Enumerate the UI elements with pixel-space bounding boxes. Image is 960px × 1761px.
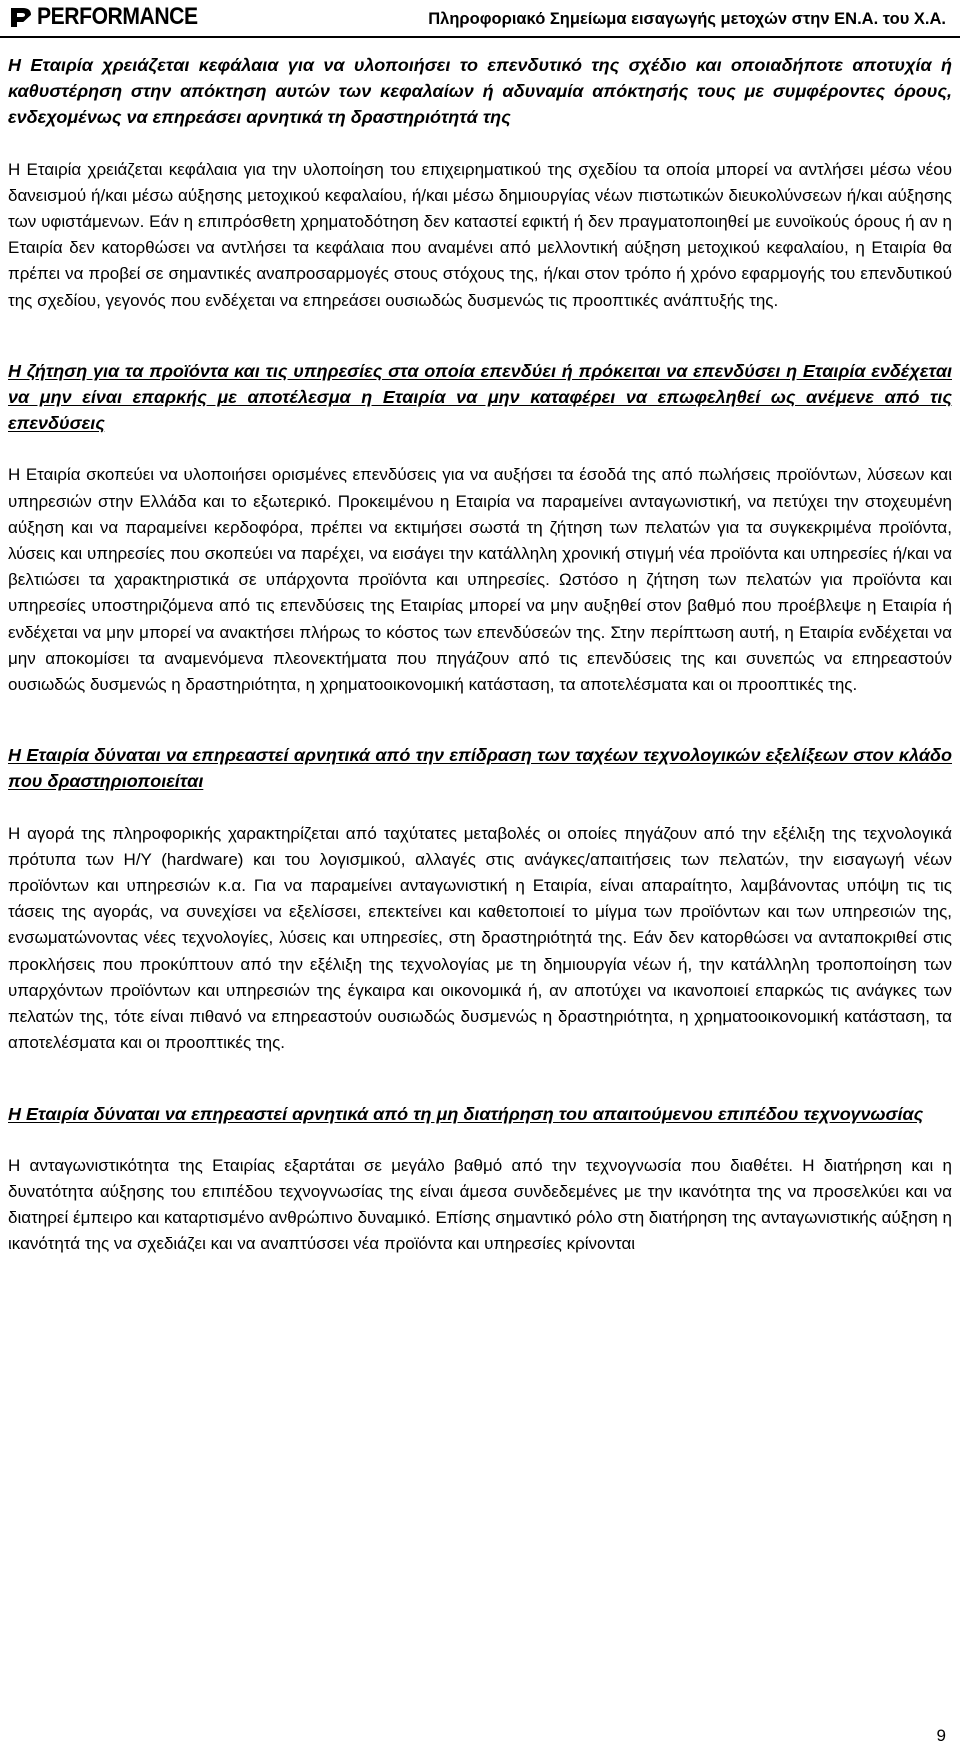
- section-paragraph: Η Εταιρία σκοπεύει να υλοποιήσει ορισμένες επενδύσεις για να αυξήσει τα έσοδά της από πωλήσεις προϊόντων, λύσεων και υπηρεσιών στην Ελλάδα και το εξωτερικό. Προκειμένου η Εταιρία να παραμείνει ανταγωνιστική, να πετύχει την στοχευμένη αύξηση και να παραμείνει κερδοφόρα, πρέπει να εκτιμήσει σωστά τη ζήτηση των πελατών για τα συγκεκριμένα προϊόντα, λύσεις και υπηρεσίες που σκοπεύει να παρέχει, να εισάγει την κατάλληλη χρονική στιγμή νέα προϊόντα και υπηρεσίες ή/και να βελτιώσει τα χαρακτηριστικά σε υπάρχοντα προϊόντα και υπηρεσίες. Ωστόσο η ζήτηση των πελατών για προϊόντα και υπηρεσίες υποστηριζόμενα από τις επενδύσεις της Εταιρίας μπορεί να μην αυξηθεί στον βαθμό που προέβλεψε η Εταιρία ή ενδέχεται να μην μπορεί να ανακτήσει πλήρως το κόστος των επενδύσεών της. Στην περίπτωση αυτή, η Εταιρία ενδέχεται να μην αποκομίσει τα αναμενόμενα πλεονεκτήματα που πηγάζουν από τις επενδύσεις της και συνεπώς να επηρεαστούν ουσιωδώς δυσμενώς η δραστηριότητα, η χρηματοοικονομική κατάσταση, τα αποτελέσματα και οι προοπτικές της.: [8, 465, 952, 695]
- header-divider: [0, 36, 960, 38]
- risk-section-demand: [8, 358, 952, 698]
- risk-section-know-how: [8, 1101, 952, 1258]
- risk-section-technology: [8, 742, 952, 1056]
- document-title: Πληροφοριακό Σημείωμα εισαγωγής μετοχών στην ΕΝ.Α. του Χ.Α.: [428, 10, 946, 28]
- company-logo: [8, 2, 220, 32]
- performance-logo-mark-icon: [8, 4, 34, 30]
- page-number: 9: [936, 1726, 946, 1745]
- section-paragraph: Η αγορά της πληροφορικής χαρακτηρίζεται από ταχύτατες μεταβολές οι οποίες πηγάζουν από την εξέλιξη της τεχνολογικά πρότυπα των Η/Υ (hardware) και του λογισμικού, αλλαγές στις ανάγκες/απαιτήσεις των πελατών, την εισαγωγή νέων προϊόντων και υπηρεσιών κ.α. Για να παραμείνει ανταγωνιστική η Εταιρία, είναι απαραίτητο, λαμβάνοντας υπόψη τις τις τάσεις της αγοράς, να συνεχίσει να εξελίσσει, επεκτείνει και καθετοποιεί το μίγμα των προϊόντων και των υπηρεσιών της, ενσωματώνοντας νέες τεχνολογίες, λύσεις και υπηρεσίες, στη δραστηριότητά της. Εάν δεν κατορθώσει να ανταποκριθεί στις προκλήσεις που προκύπτουν από την εξέλιξη της τεχνολογίας με τη δημιουργία νέων ή, την κατάλληλη τροποποίηση των υπαρχόντων προϊόντων και υπηρεσιών της έγκαιρα και οικονομικά ή, αν αποτύχει να ικανοποιεί επαρκώς τις ανάγκες των πελατών της, τότε είναι πιθανό να επηρεαστούν ουσιωδώς δυσμενώς η δραστηριότητα, η χρηματοοικονομική κατάσταση, τα αποτελέσματα και οι προοπτικές της.: [8, 823, 952, 1053]
- section-heading: Η Εταιρία χρειάζεται κεφάλαια για να υλοποιήσει το επενδυτικό της σχέδιο και οποιαδήποτε αποτυχία ή καθυστέρηση στην απόκτηση αυτών των κεφαλαίων ή αδυναμία απόκτησής τους με συμφέροντες όρους, ενδεχομένως να επηρεάσει αρνητικά τη δραστηριότητά της: [8, 55, 952, 128]
- section-paragraph: Η Εταιρία χρειάζεται κεφάλαια για την υλοποίηση του επιχειρηματικού της σχεδίου τα οποία μπορεί να αντλήσει μέσω νέου δανεισμού ή/και μέσω αύξησης μετοχικού κεφαλαίου, ή/και μέσω δημιουργίας νέων πιστωτικών διευκολύνσεων ή/και αύξησης των υφιστάμενων. Εάν η επιπρόσθετη χρηματοδότηση δεν καταστεί εφικτή ή δεν πραγματοποιηθεί με ευνοϊκούς όρους ή αν η Εταιρία δεν κατορθώσει να αντλήσει τα κεφάλαια που αναμένει από μελλοντική αύξηση μετοχικού κεφαλαίου, η Εταιρία θα πρέπει να προβεί σε σημαντικές αναπροσαρμογές στους στόχους της, ή/και στον τρόπο ή χρόνο εφαρμογής του επενδυτικού της σχεδίου, γεγονός που ενδέχεται να επηρεάσει ουσιωδώς δυσμενώς τις προοπτικές ανάπτυξής της.: [8, 159, 952, 310]
- page-header: [0, 0, 960, 38]
- section-heading: Η ζήτηση για τα προϊόντα και τις υπηρεσίες στα οποία επενδύει ή πρόκειται να επενδύσει η Εταιρία ενδέχεται να μην είναι επαρκής με αποτέλεσμα η Εταιρία να μην καταφέρει να επωφεληθεί ως ανέμενε από τις επενδύσεις: [8, 360, 952, 434]
- section-paragraph: Η ανταγωνιστικότητα της Εταιρίας εξαρτάται σε μεγάλο βαθμό από την τεχνογνωσία που διαθέτει. Η διατήρηση και η δυνατότητα αύξησης του επιπέδου τεχνογνωσίας της είναι άμεσα συνδεδεμένες με την ικανότητα της να προσελκύει και να διατηρεί έμπειρο και καταρτισμένο ανθρώπινο δυναμικό. Επίσης σημαντικό ρόλο στη διατήρηση της ανταγωνιστικής αύξηση η ικανότητά της να σχεδιάζει και να αναπτύσσει νέα προϊόντα και υπηρεσίες κρίνονται: [8, 1155, 952, 1254]
- risk-section-financing: [8, 52, 952, 314]
- section-heading: Η Εταιρία δύναται να επηρεαστεί αρνητικά από την επίδραση των ταχέων τεχνολογικών εξελίξεων στον κλάδο που δραστηριοποιείται: [8, 745, 952, 792]
- logo-wordmark: PERFORMANCE: [37, 3, 198, 30]
- section-heading: Η Εταιρία δύναται να επηρεαστεί αρνητικά από τη μη διατήρηση του απαιτούμενου επιπέδου τεχνογνωσίας: [8, 1103, 924, 1124]
- document-body: [8, 52, 952, 1302]
